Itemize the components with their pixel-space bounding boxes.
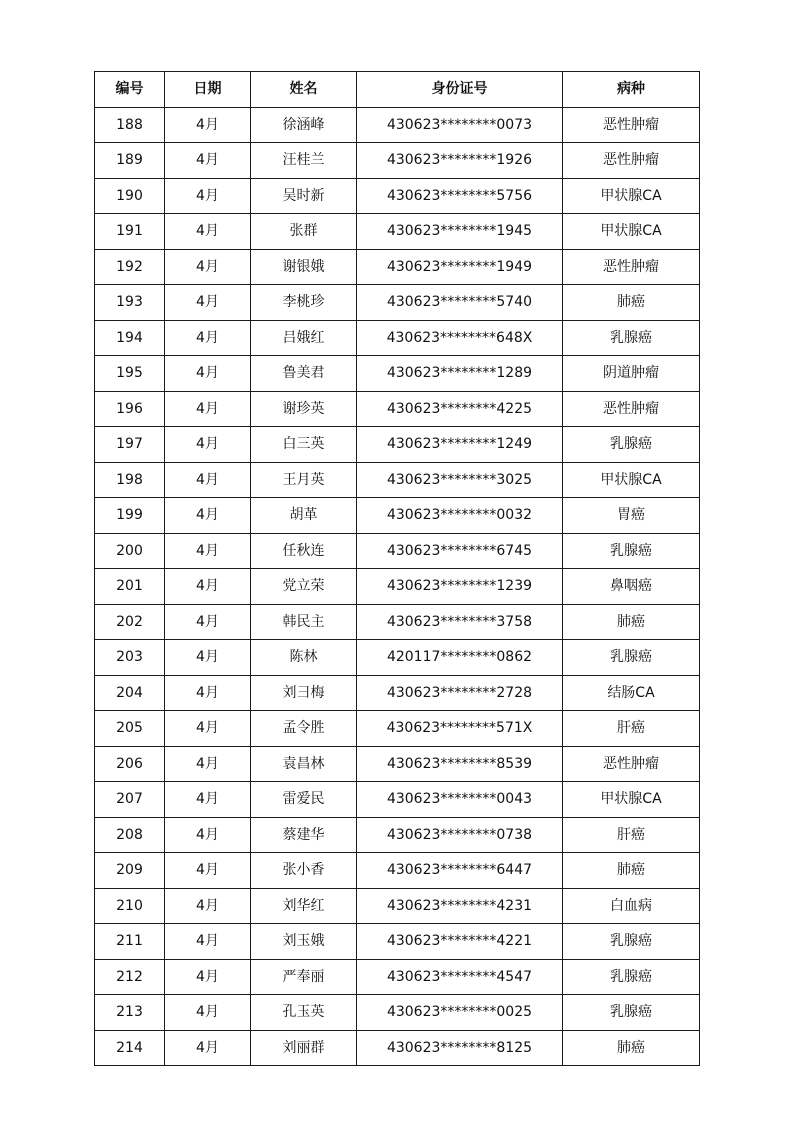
cell-number: 192	[95, 249, 165, 285]
cell-disease: 肺癌	[563, 285, 700, 321]
records-table	[94, 71, 700, 1066]
cell-id-number: 430623********5756	[357, 178, 563, 214]
cell-date: 4月	[165, 107, 251, 143]
cell-name: 谢银娥	[251, 249, 357, 285]
cell-name: 谢珍英	[251, 391, 357, 427]
cell-date: 4月	[165, 995, 251, 1031]
table-row	[95, 817, 700, 853]
cell-name: 徐涵峰	[251, 107, 357, 143]
cell-name: 孟令胜	[251, 711, 357, 747]
cell-number: 214	[95, 1030, 165, 1066]
cell-date: 4月	[165, 356, 251, 392]
table-row	[95, 178, 700, 214]
cell-number: 209	[95, 853, 165, 889]
cell-name: 袁昌林	[251, 746, 357, 782]
cell-name: 汪桂兰	[251, 143, 357, 179]
cell-date: 4月	[165, 569, 251, 605]
cell-id-number: 430623********571X	[357, 711, 563, 747]
cell-disease: 肺癌	[563, 604, 700, 640]
cell-number: 198	[95, 462, 165, 498]
cell-date: 4月	[165, 711, 251, 747]
cell-date: 4月	[165, 249, 251, 285]
table-row	[95, 711, 700, 747]
cell-id-number: 430623********8539	[357, 746, 563, 782]
cell-id-number: 430623********4547	[357, 959, 563, 995]
cell-number: 189	[95, 143, 165, 179]
cell-disease: 乳腺癌	[563, 995, 700, 1031]
cell-number: 206	[95, 746, 165, 782]
cell-disease: 恶性肿瘤	[563, 746, 700, 782]
cell-number: 193	[95, 285, 165, 321]
table-row	[95, 782, 700, 818]
table-row	[95, 959, 700, 995]
table-row	[95, 675, 700, 711]
cell-number: 190	[95, 178, 165, 214]
table-row	[95, 746, 700, 782]
cell-date: 4月	[165, 427, 251, 463]
cell-name: 王月英	[251, 462, 357, 498]
cell-date: 4月	[165, 1030, 251, 1066]
cell-number: 188	[95, 107, 165, 143]
cell-id-number: 430623********0738	[357, 817, 563, 853]
cell-id-number: 430623********2728	[357, 675, 563, 711]
cell-date: 4月	[165, 959, 251, 995]
header-name: 姓名	[251, 72, 357, 108]
cell-disease: 白血病	[563, 888, 700, 924]
header-id-number: 身份证号	[357, 72, 563, 108]
cell-number: 197	[95, 427, 165, 463]
table-row	[95, 1030, 700, 1066]
cell-number: 200	[95, 533, 165, 569]
cell-disease: 肝癌	[563, 817, 700, 853]
table-body	[95, 107, 700, 1066]
table-row	[95, 924, 700, 960]
cell-number: 199	[95, 498, 165, 534]
cell-id-number: 430623********4221	[357, 924, 563, 960]
cell-name: 党立荣	[251, 569, 357, 605]
table-row	[95, 427, 700, 463]
table-row	[95, 604, 700, 640]
cell-id-number: 430623********8125	[357, 1030, 563, 1066]
cell-date: 4月	[165, 498, 251, 534]
cell-date: 4月	[165, 888, 251, 924]
cell-disease: 胃癌	[563, 498, 700, 534]
cell-disease: 乳腺癌	[563, 320, 700, 356]
table-row	[95, 569, 700, 605]
cell-name: 刘玉娥	[251, 924, 357, 960]
table-row	[95, 498, 700, 534]
cell-id-number: 430623********1239	[357, 569, 563, 605]
cell-name: 李桃珍	[251, 285, 357, 321]
cell-date: 4月	[165, 604, 251, 640]
cell-date: 4月	[165, 320, 251, 356]
header-number: 编号	[95, 72, 165, 108]
cell-name: 严奉丽	[251, 959, 357, 995]
cell-number: 195	[95, 356, 165, 392]
cell-id-number: 430623********0073	[357, 107, 563, 143]
cell-number: 212	[95, 959, 165, 995]
cell-number: 201	[95, 569, 165, 605]
cell-number: 196	[95, 391, 165, 427]
cell-disease: 恶性肿瘤	[563, 249, 700, 285]
table-row	[95, 285, 700, 321]
cell-date: 4月	[165, 853, 251, 889]
cell-disease: 乳腺癌	[563, 959, 700, 995]
cell-name: 蔡建华	[251, 817, 357, 853]
cell-id-number: 430623********1249	[357, 427, 563, 463]
table-row	[95, 214, 700, 250]
cell-id-number: 430623********1289	[357, 356, 563, 392]
cell-id-number: 430623********5740	[357, 285, 563, 321]
cell-name: 鲁美君	[251, 356, 357, 392]
cell-name: 白三英	[251, 427, 357, 463]
cell-number: 213	[95, 995, 165, 1031]
cell-date: 4月	[165, 746, 251, 782]
cell-number: 210	[95, 888, 165, 924]
cell-date: 4月	[165, 782, 251, 818]
cell-disease: 乳腺癌	[563, 427, 700, 463]
cell-name: 陈林	[251, 640, 357, 676]
cell-name: 刘华红	[251, 888, 357, 924]
cell-date: 4月	[165, 285, 251, 321]
cell-disease: 乳腺癌	[563, 640, 700, 676]
cell-id-number: 430623********6447	[357, 853, 563, 889]
cell-number: 191	[95, 214, 165, 250]
cell-disease: 甲状腺CA	[563, 214, 700, 250]
cell-id-number: 430623********648X	[357, 320, 563, 356]
cell-disease: 肝癌	[563, 711, 700, 747]
cell-name: 吕娥红	[251, 320, 357, 356]
table-row	[95, 888, 700, 924]
cell-number: 203	[95, 640, 165, 676]
cell-name: 雷爱民	[251, 782, 357, 818]
cell-name: 刘彐梅	[251, 675, 357, 711]
cell-id-number: 430623********6745	[357, 533, 563, 569]
table-row	[95, 462, 700, 498]
cell-disease: 甲状腺CA	[563, 782, 700, 818]
cell-disease: 肺癌	[563, 1030, 700, 1066]
cell-number: 211	[95, 924, 165, 960]
table-row	[95, 853, 700, 889]
cell-name: 吴时新	[251, 178, 357, 214]
cell-number: 208	[95, 817, 165, 853]
cell-disease: 恶性肿瘤	[563, 143, 700, 179]
table-row	[95, 995, 700, 1031]
cell-date: 4月	[165, 924, 251, 960]
cell-disease: 乳腺癌	[563, 533, 700, 569]
header-disease: 病种	[563, 72, 700, 108]
cell-date: 4月	[165, 391, 251, 427]
cell-name: 任秋连	[251, 533, 357, 569]
cell-disease: 乳腺癌	[563, 924, 700, 960]
cell-date: 4月	[165, 214, 251, 250]
table-row	[95, 320, 700, 356]
cell-date: 4月	[165, 675, 251, 711]
cell-name: 张小香	[251, 853, 357, 889]
table-row	[95, 356, 700, 392]
cell-id-number: 430623********0043	[357, 782, 563, 818]
header-date: 日期	[165, 72, 251, 108]
cell-disease: 恶性肿瘤	[563, 391, 700, 427]
cell-id-number: 430623********0025	[357, 995, 563, 1031]
cell-disease: 甲状腺CA	[563, 178, 700, 214]
cell-id-number: 420117********0862	[357, 640, 563, 676]
table-row	[95, 249, 700, 285]
cell-name: 刘丽群	[251, 1030, 357, 1066]
cell-disease: 甲状腺CA	[563, 462, 700, 498]
cell-date: 4月	[165, 640, 251, 676]
cell-date: 4月	[165, 462, 251, 498]
cell-id-number: 430623********1926	[357, 143, 563, 179]
cell-name: 孔玉英	[251, 995, 357, 1031]
cell-name: 韩民主	[251, 604, 357, 640]
cell-date: 4月	[165, 143, 251, 179]
cell-disease: 肺癌	[563, 853, 700, 889]
cell-number: 204	[95, 675, 165, 711]
table-row	[95, 640, 700, 676]
cell-disease: 结肠CA	[563, 675, 700, 711]
cell-name: 胡革	[251, 498, 357, 534]
cell-id-number: 430623********0032	[357, 498, 563, 534]
cell-id-number: 430623********1949	[357, 249, 563, 285]
cell-number: 194	[95, 320, 165, 356]
header-row	[95, 72, 700, 108]
cell-date: 4月	[165, 533, 251, 569]
cell-date: 4月	[165, 178, 251, 214]
table-row	[95, 107, 700, 143]
cell-name: 张群	[251, 214, 357, 250]
table-row	[95, 533, 700, 569]
cell-number: 202	[95, 604, 165, 640]
cell-date: 4月	[165, 817, 251, 853]
cell-id-number: 430623********4231	[357, 888, 563, 924]
cell-disease: 阴道肿瘤	[563, 356, 700, 392]
table-header	[95, 72, 700, 108]
cell-disease: 恶性肿瘤	[563, 107, 700, 143]
cell-id-number: 430623********3025	[357, 462, 563, 498]
cell-number: 205	[95, 711, 165, 747]
cell-disease: 鼻咽癌	[563, 569, 700, 605]
cell-id-number: 430623********4225	[357, 391, 563, 427]
cell-id-number: 430623********3758	[357, 604, 563, 640]
cell-number: 207	[95, 782, 165, 818]
cell-id-number: 430623********1945	[357, 214, 563, 250]
table-row	[95, 391, 700, 427]
table-row	[95, 143, 700, 179]
